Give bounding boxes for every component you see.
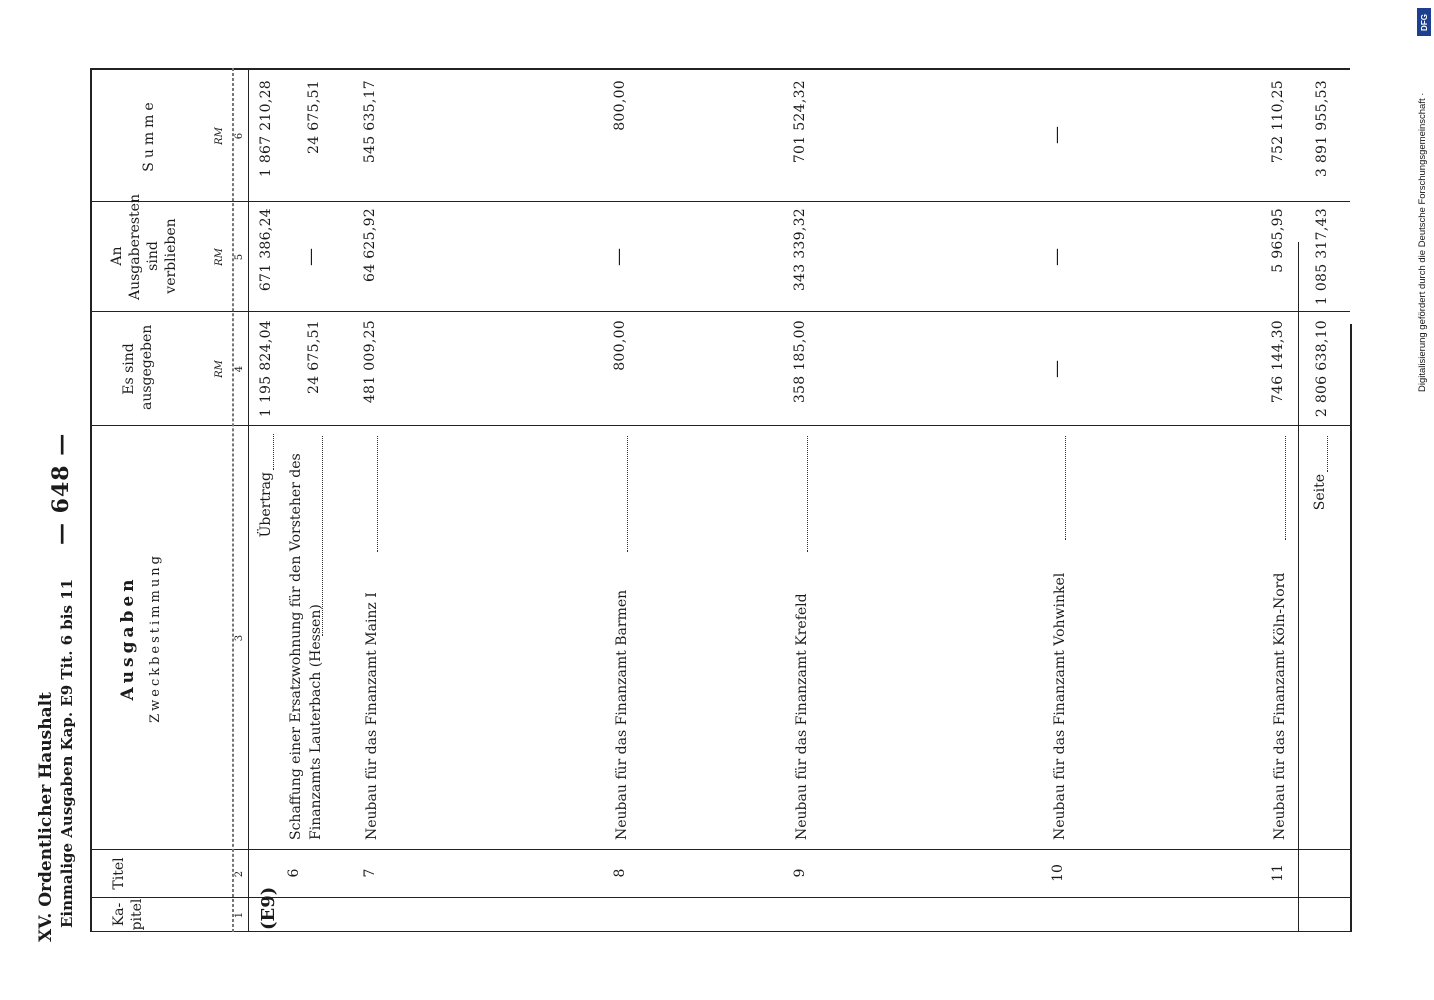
row-reste: — [1046,248,1067,266]
row-titel: 11 [1270,864,1286,882]
col-head-kapitel: Ka-pitel [111,898,145,931]
table-bottom-rule [1350,324,1352,932]
row-reste: — [300,248,321,266]
uebertrag-label: Übertrag [258,472,274,538]
row-text: Neubau für das Finanzamt Krefeld [794,593,810,840]
row-summe: 701 524,32 [792,80,808,164]
digitization-note: Digitalisierung gefördert durch die Deutsche Forschungsgemeinschaft · [1417,92,1428,392]
uebertrag-reste: 671 386,24 [258,208,274,292]
unit-ausgegeben: RM [214,360,225,378]
row-leader [807,436,808,552]
uebertrag-ausgegeben: 1 195 824,04 [258,320,274,418]
colno-5: 5 [234,253,245,261]
seite-reste: 1 085 317,43 [1314,208,1330,306]
unit-summe: RM [214,127,225,145]
colno-3: 3 [234,634,245,642]
row-summe: 24 675,51 [306,80,322,154]
col-head-zweck: Zweckbestimmung [148,553,163,723]
header-line-2: Einmalige Ausgaben Kap. E9 Tit. 6 bis 11 [58,578,76,928]
row-ausgegeben: 481 009,25 [362,320,378,404]
row-reste: 343 339,32 [792,208,808,292]
table-top-rule [90,70,92,932]
row-text: Neubau für das Finanzamt Mainz I [364,592,380,840]
seite-summe: 3 891 955,53 [1314,80,1330,178]
col-head-summe: Summe [141,98,157,172]
page-number: — 648 — [48,432,74,545]
row-summe: 800,00 [612,80,628,131]
colno-6: 6 [234,132,245,140]
row-summe: 752 110,25 [1270,80,1286,164]
row-reste: 64 625,92 [362,208,378,282]
col-rule-right [90,68,1350,70]
row-leader [1285,436,1286,540]
colno-1: 1 [234,911,245,919]
row-reste: — [608,248,629,266]
colno-4: 4 [234,365,245,373]
col-rule-titel [90,849,1350,850]
colno-2: 2 [234,870,245,878]
row-titel: 9 [792,868,808,878]
seite-label: Seite [1312,474,1328,511]
col-rule-zweck [90,425,1350,426]
row-bottom-rule [1298,242,1299,932]
header-line-1: XV. Ordentlicher Haushalt [36,692,56,942]
row-leader [322,436,323,636]
row-ausgegeben: 24 675,51 [306,320,322,394]
row-text: Neubau für das Finanzamt Barmen [614,589,630,840]
row-ausgegeben: 800,00 [612,320,628,371]
col-rule-left [90,931,1350,932]
row-text: Neubau für das Finanzamt Köln-Nord [1272,572,1288,840]
col-rule-reste [90,201,1350,202]
row-titel: 6 [286,868,302,878]
dfg-logo: DFG [1417,8,1431,36]
seite-ausgegeben: 2 806 638,10 [1314,320,1330,418]
col-rule-kapitel [90,897,1350,898]
kapitel-label: (E9) [258,886,279,930]
row-leader [1065,436,1066,540]
col-head-reste: An Ausgaberesten sind verblieben [109,194,179,300]
uebertrag-summe: 1 867 210,28 [258,80,274,178]
row-titel: 10 [1050,864,1066,882]
row-leader [627,436,628,552]
col-head-titel: Titel [111,857,127,890]
col-head-ausgaben: Ausgaben [118,575,138,701]
header-bottom-rule [248,70,249,932]
row-text: Schaffung einer Ersatzwohnung für den Vorsteher des Finanzamts Lauterbach (Hessen) [288,453,324,840]
col-head-ausgegeben: Es sind ausgegeben [121,324,155,410]
row-leader [377,436,378,552]
row-reste: 5 965,95 [1270,208,1286,273]
row-text: Neubau für das Finanzamt Vohwinkel [1052,572,1068,840]
row-ausgegeben: 746 144,30 [1270,320,1286,404]
row-titel: 7 [362,868,378,878]
row-titel: 8 [612,868,628,878]
col-rule-ausgegeben [90,311,1350,312]
unit-reste: RM [214,248,225,266]
row-ausgegeben: 358 185,00 [792,320,808,404]
row-summe: — [1046,126,1067,144]
row-summe: 545 635,17 [362,80,378,164]
row-ausgegeben: — [1046,360,1067,378]
digitization-strip [1414,0,1434,1000]
